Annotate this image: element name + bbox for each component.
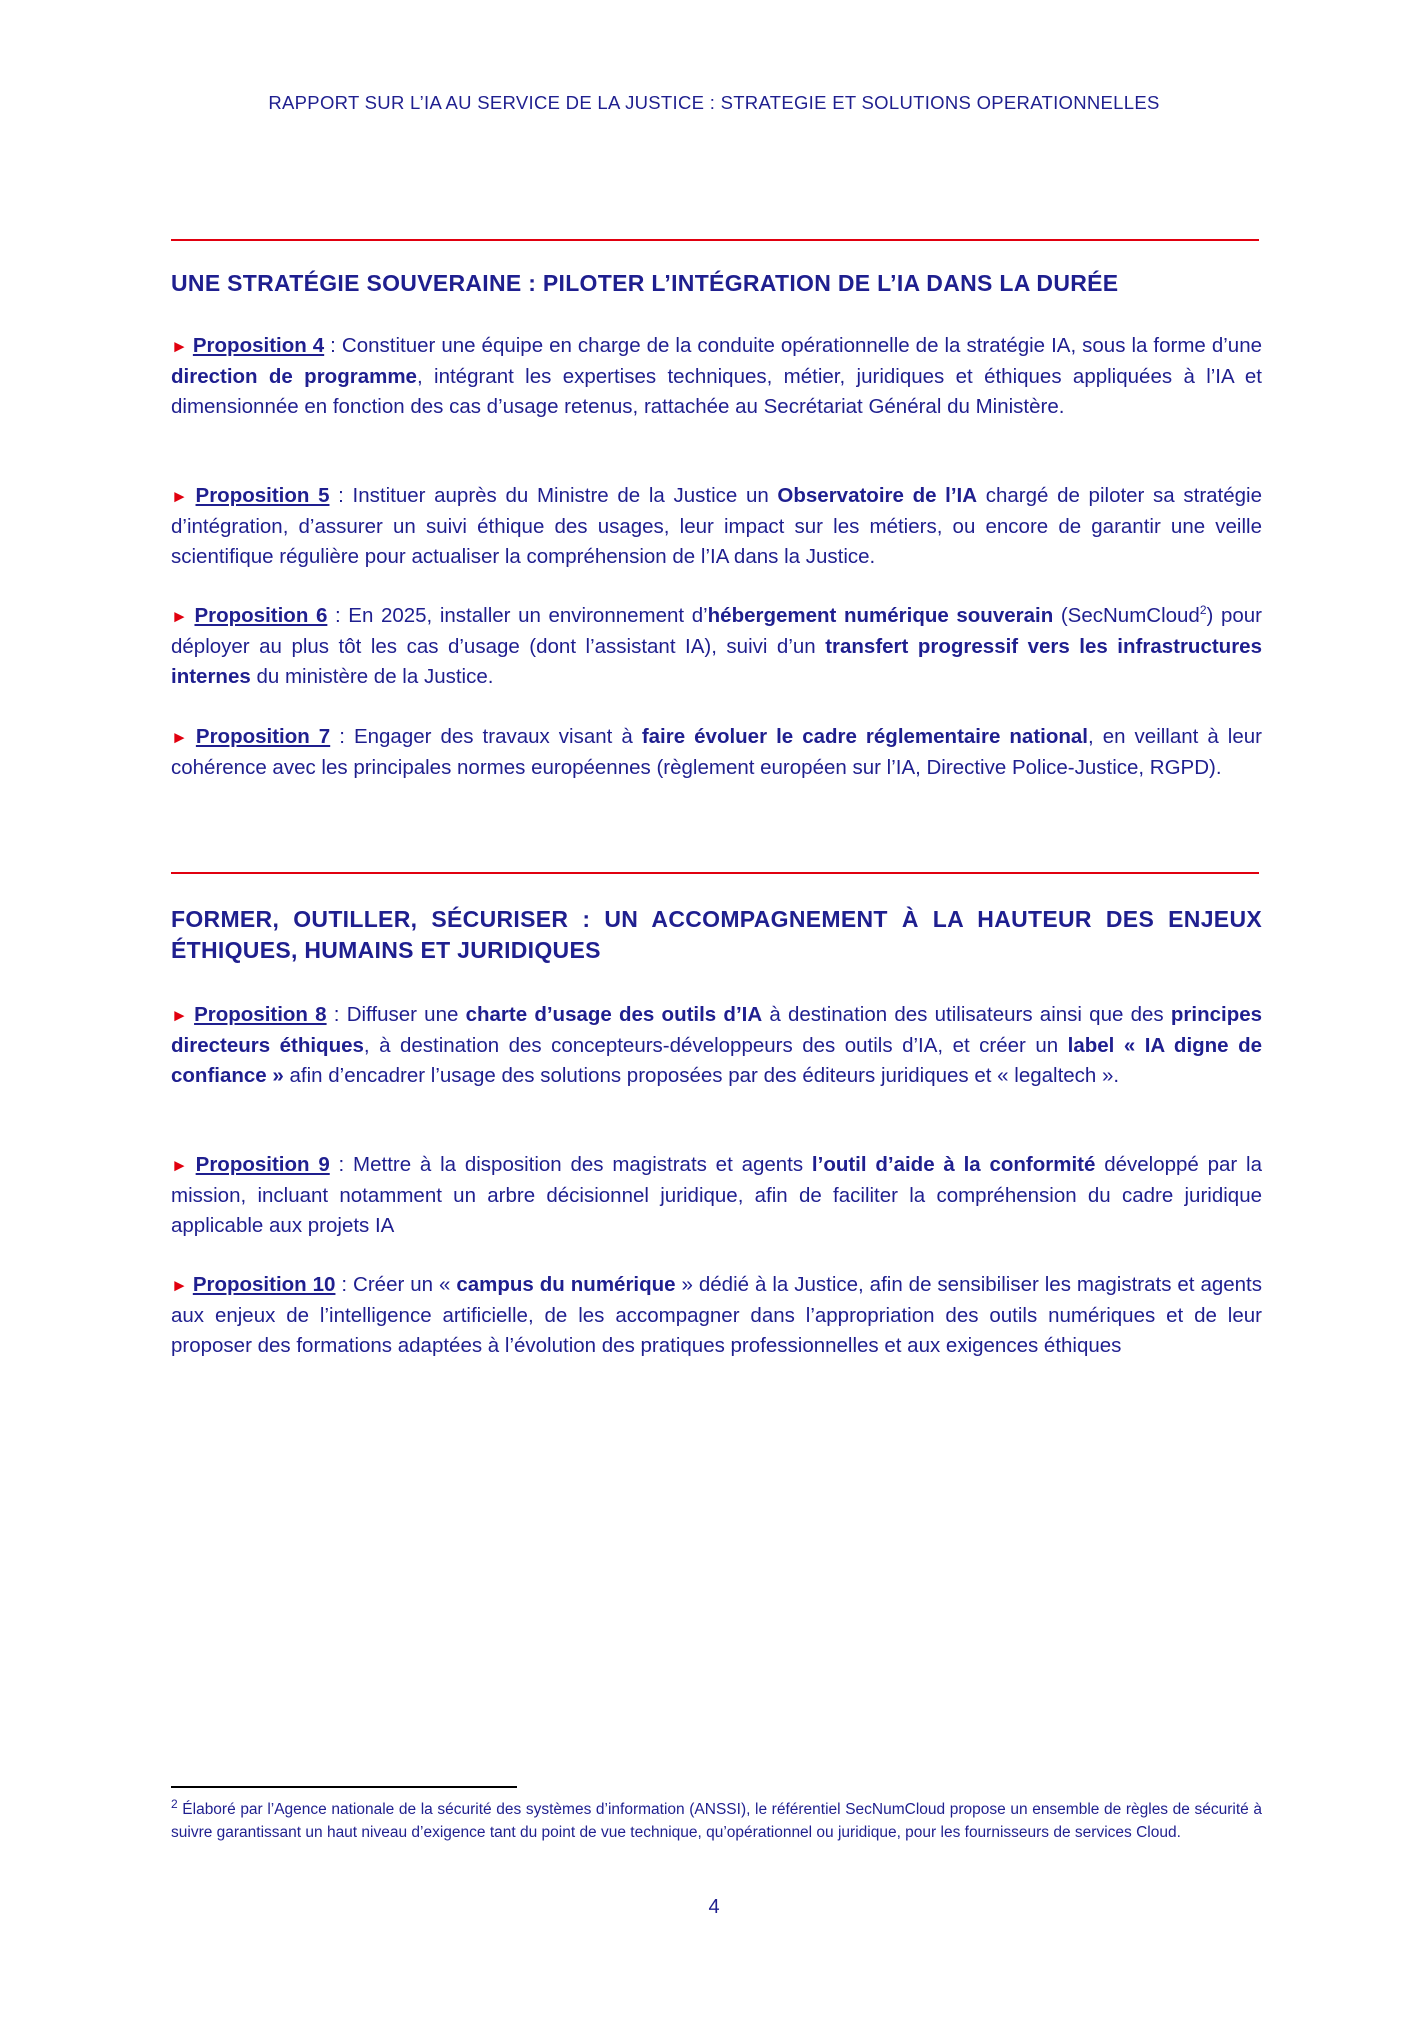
emphasis-text: campus du numérique	[456, 1273, 676, 1296]
emphasis-text: Observatoire de l’IA	[777, 484, 978, 507]
running-header: RAPPORT SUR L’IA AU SERVICE DE LA JUSTICE : STRATEGIE ET SOLUTIONS OPERATIONNELLES	[268, 92, 1160, 113]
proposition-label: Proposition 4	[192, 334, 325, 357]
proposition-label: Proposition 6	[194, 604, 328, 627]
proposition-6: ► Proposition 6 : En 2025, installer un environnement d’hébergement numérique souverain (SecNumCloud$^2$) pour déployer au plus tôt les cas d’usage (dont l’assistant IA), suivi d’un transfert progressif vers les infrastructures internes du ministère de la Justice.	[171, 603, 1262, 688]
footnote-text: Élaboré par l’Agence nationale de la sécurité des systèmes d’information (ANSSI), le référentiel SecNumCloud propose un ensemble de règles de sécurité à suivre garantissant un haut niveau d’exigence tant du point de vue technique, qu’opérationnel ou juridique, pour les fournisseurs de services Cloud.	[171, 1801, 1262, 1841]
proposition-7: ► Proposition 7 : Engager des travaux visant à faire évoluer le cadre réglementaire national, en veillant à leur cohérence avec les principales normes européennes (règlement européen sur l’IA, Directive Police-Justice, RGPD).	[171, 725, 1262, 779]
emphasis-text: label « IA digne de confiance »	[171, 1034, 1262, 1087]
proposition-label: Proposition 10	[192, 1273, 336, 1296]
proposition-label: Proposition 7	[195, 725, 331, 748]
arrow-icon: ►	[171, 1276, 193, 1295]
page-number: 4	[708, 1896, 720, 1918]
section-title: UNE STRATÉGIE SOUVERAINE : PILOTER L’INTÉGRATION DE L’IA DANS LA DURÉE	[171, 270, 1119, 296]
arrow-icon: ►	[171, 1006, 195, 1025]
arrow-icon: ►	[171, 1156, 196, 1175]
proposition-8: ► Proposition 8 : Diffuser une charte d’usage des outils d’IA à destination des utilisateurs ainsi que des principes directeurs éthiques, à destination des concepteurs-développeurs des outils d’IA, et créer un label « IA digne de confiance » afin d’encadrer l’usage des solutions proposées par des éditeurs juridiques et « legaltech ».	[171, 1003, 1263, 1087]
proposition-5: ► Proposition 5 : Instituer auprès du Ministre de la Justice un Observatoire de l’IA chargé de piloter sa stratégie d’intégration, d’assurer un suivi éthique des usages, leur impact sur les métiers, ou encore de garantir une veille scientifique régulière pour actualiser la compréhension de l’IA dans la Justice.	[171, 484, 1263, 568]
proposition-4: ► Proposition 4 : Constituer une équipe en charge de la conduite opérationnelle de la stratégie IA, sous la forme d’une direction de programme, intégrant les expertises techniques, métier, juridiques et éthiques appliquées à l’IA et dimensionnée en fonction des cas d’usage retenus, rattachée au Secrétariat Général du Ministère.	[171, 334, 1262, 418]
proposition-label: Proposition 8	[194, 1003, 327, 1026]
section-title-line-2: ÉTHIQUES, HUMAINS ET JURIDIQUES	[171, 937, 601, 963]
proposition-10: ► Proposition 10 : Créer un « campus du numérique » dédié à la Justice, afin de sensibiliser les magistrats et agents aux enjeux de l’intelligence artificielle, de les accompagner dans l’appropriation des outils numériques et de leur proposer des formations adaptées à l’évolution des pratiques professionnelles et aux exigences éthiques	[171, 1273, 1262, 1357]
proposition-9: ► Proposition 9 : Mettre à la disposition des magistrats et agents l’outil d’aide à la conformité développé par la mission, incluant notamment un arbre décisionnel juridique, afin de faciliter la compréhension du cadre juridique applicable aux projets IA	[171, 1153, 1262, 1237]
arrow-icon: ►	[171, 337, 193, 356]
emphasis-text: charte d’usage des outils d’IA	[465, 1003, 763, 1026]
section-divider	[171, 239, 1259, 241]
proposition-label: Proposition 5	[195, 484, 330, 507]
emphasis-text: faire évoluer le cadre réglementaire national	[641, 725, 1088, 748]
arrow-icon: ►	[171, 728, 196, 747]
emphasis-text: direction de programme	[171, 365, 417, 388]
footnote-divider	[171, 1786, 517, 1788]
emphasis-text: transfert progressif vers les infrastructures internes	[171, 635, 1262, 688]
emphasis-text: l’outil d’aide à la conformité	[811, 1153, 1096, 1176]
arrow-icon: ►	[171, 607, 195, 626]
section-title: FORMER, OUTILLER, SÉCURISER : UN ACCOMPAGNEMENT À LA HAUTEUR DES ENJEUX	[171, 906, 1262, 932]
footnote-reference: 2	[1199, 603, 1207, 618]
footnote-marker: 2	[171, 1796, 178, 1811]
section-divider	[171, 872, 1259, 874]
footnote	[171, 1798, 1262, 1844]
emphasis-text: hébergement numérique souverain	[707, 604, 1054, 627]
proposition-label: Proposition 9	[195, 1153, 330, 1176]
emphasis-text: principes directeurs éthiques	[171, 1003, 1263, 1057]
arrow-icon: ►	[171, 487, 196, 506]
